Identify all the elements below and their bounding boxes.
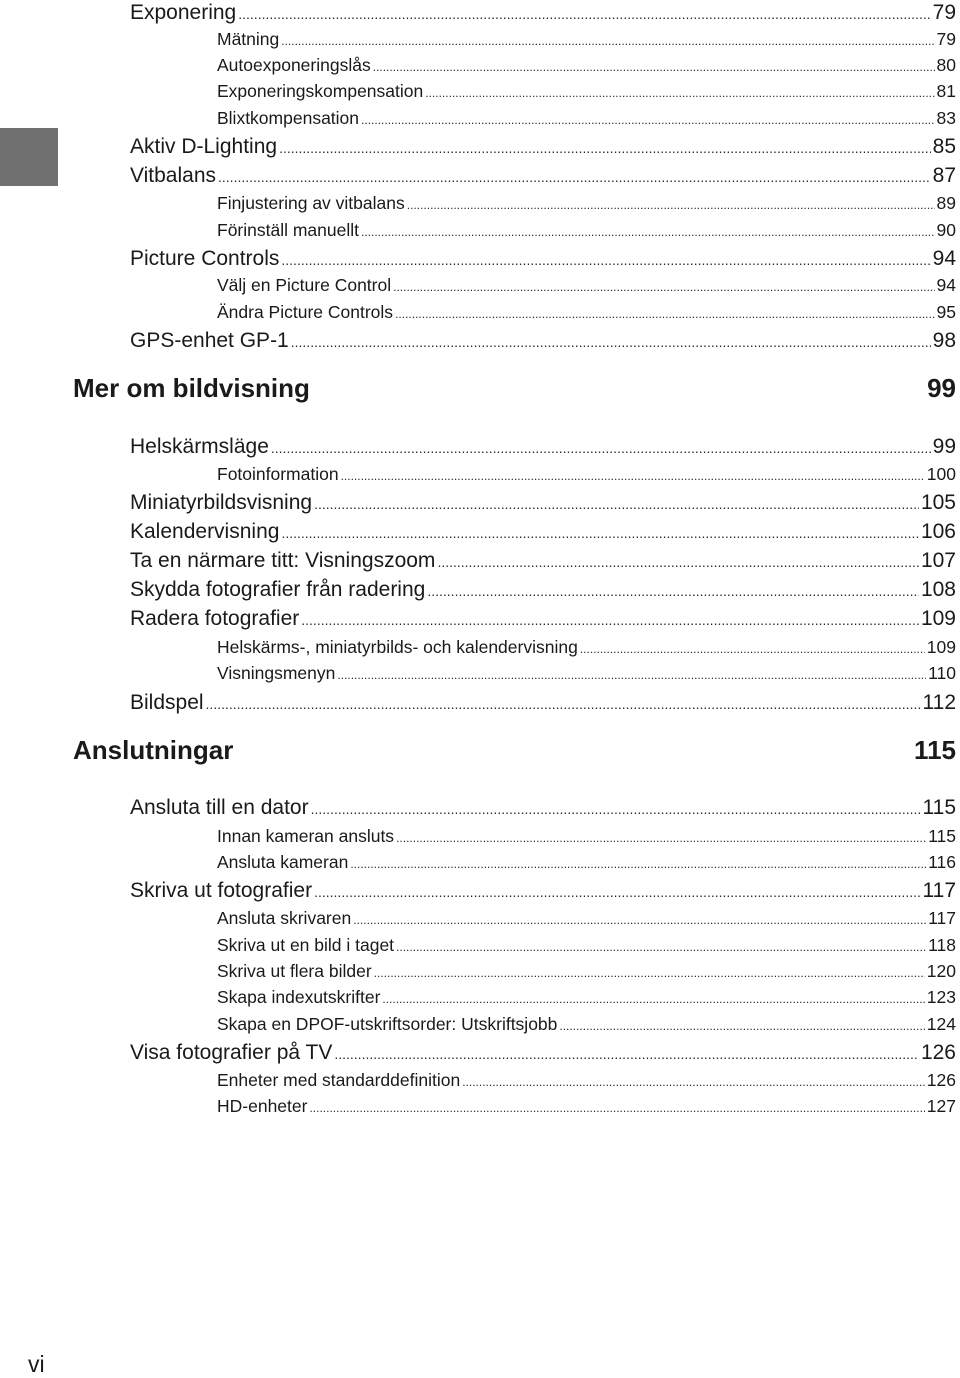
toc-entry[interactable] [130,134,956,161]
toc-entry-page: 126 [926,1070,956,1090]
toc-entry-title: Skriva ut flera bilder [217,961,372,981]
toc-entry-title: GPS-enhet GP-1 [130,329,289,352]
dot-leader [238,1,930,27]
toc-entry-page: 89 [936,193,956,213]
dot-leader [462,1071,925,1093]
toc-entry-title: Radera fotografier [130,607,300,630]
toc-entry-page: 124 [926,1014,956,1034]
toc-subentry[interactable] [217,219,956,243]
dot-leader [395,303,934,325]
toc-entry[interactable] [130,490,956,517]
toc-entry-title: HD-enheter [217,1096,308,1116]
toc-entry-page: 81 [936,81,956,101]
toc-entry-page: 110 [928,663,956,683]
dot-leader [353,909,926,931]
toc-entry-title: Ansluta till en dator [130,796,309,819]
dot-leader [341,465,925,487]
toc-entry-page: 118 [928,935,956,955]
toc-entry-page: 120 [926,961,956,981]
toc-entry[interactable] [130,548,956,575]
toc-entry-title: Finjustering av vitbalans [217,193,405,213]
dot-leader [407,194,935,216]
dot-leader [281,520,919,546]
toc-subentry[interactable] [217,301,956,325]
dot-leader [281,247,930,273]
dot-leader [580,638,925,660]
dot-leader [218,164,931,190]
toc-subentry[interactable] [217,107,956,131]
toc-subentry[interactable] [217,1069,956,1093]
toc-subentry[interactable] [217,986,956,1010]
dot-leader [382,988,924,1010]
toc-entry[interactable] [130,577,956,604]
toc-entry-page: 109 [926,637,956,657]
toc-entry-title: Enheter med standarddefinition [217,1070,461,1090]
dot-leader [393,276,934,298]
dot-leader [427,578,919,604]
toc-entry-page: 98 [932,329,956,352]
toc-entry-title: Autoexponeringslås [217,55,371,75]
dot-leader [350,853,926,875]
toc-subentry[interactable] [217,636,956,660]
dot-leader [309,1097,924,1119]
toc-entry-page: 95 [936,302,956,322]
toc-entry[interactable] [130,0,956,27]
toc-subentry[interactable] [217,54,956,78]
toc-entry-title: Förinställ manuellt [217,220,359,240]
toc-subentry[interactable] [217,1013,956,1037]
toc-entry-page: 105 [920,491,956,514]
toc-entry-page: 116 [928,852,956,872]
toc-entry-title: Picture Controls [130,247,280,270]
toc-entry-title: Skriva ut en bild i taget [217,935,395,955]
toc-entry-title: Skapa en DPOF-utskriftsorder: Utskriftsjobb [217,1014,558,1034]
dot-leader [437,549,919,575]
toc-entry-title: Mätning [217,29,280,49]
toc-subentry[interactable] [217,825,956,849]
dot-leader [337,664,926,686]
toc-entry[interactable] [130,795,956,822]
toc-entry-page: 87 [932,164,956,187]
toc-entry-page: 94 [932,247,956,270]
dot-leader [279,135,931,161]
toc-entry-page: 112 [922,691,956,714]
toc-entry[interactable] [130,246,956,273]
toc-entry[interactable] [130,690,956,717]
toc-entry-page: 99 [932,435,956,458]
dot-leader [314,491,919,517]
toc-entry[interactable] [130,163,956,190]
toc-entry-page: 109 [920,607,956,630]
toc-entry-page: 108 [920,578,956,601]
page-number: vi [28,1351,45,1377]
toc-entry[interactable] [130,519,956,546]
toc-entry[interactable] [130,328,956,355]
toc-subentry[interactable] [217,662,956,686]
toc-entry-title: Exponering [130,1,237,24]
toc-entry-title: Visa fotografier på TV [130,1041,333,1064]
toc-entry-title: Helskärmsläge [130,435,269,458]
toc-entry-page: 117 [928,908,956,928]
dot-leader [311,796,921,822]
toc-entry-title: Miniatyrbildsvisning [130,491,313,514]
chapter-tab-marker [0,128,58,186]
toc-entry-title: Skriva ut fotografier [130,879,313,902]
section-heading[interactable] [73,372,956,404]
dot-leader [374,962,925,984]
toc-subentry[interactable] [217,80,956,104]
toc-entry-page: 115 [928,826,956,846]
dot-leader [291,329,931,355]
toc-subentry[interactable] [217,851,956,875]
dot-leader [373,56,935,78]
toc-entry-page: 127 [926,1096,956,1116]
toc-entry-page: 123 [926,987,956,1007]
toc-entry-title: Aktiv D-Lighting [130,135,278,158]
toc-entry-title: Ändra Picture Controls [217,302,394,322]
toc-entry-page: 90 [936,220,956,240]
dot-leader [271,435,931,461]
toc-entry-title: Helskärms-, miniatyrbilds- och kalendervisning [217,637,578,657]
toc-entry-page: 85 [932,135,956,158]
toc-subentry[interactable] [217,192,956,216]
toc-subentry[interactable] [217,934,956,958]
section-heading[interactable] [73,734,956,766]
section-title: Anslutningar [73,735,234,765]
section-title: Mer om bildvisning [73,373,310,403]
toc-entry-title: Fotoinformation [217,464,339,484]
section-page: 115 [914,735,956,765]
toc-entry-title: Vitbalans [130,164,217,187]
toc-entry[interactable] [130,1040,956,1067]
toc-entry-page: 126 [920,1041,956,1064]
dot-leader [281,30,934,52]
dot-leader [396,827,926,849]
toc-subentry[interactable] [217,463,956,487]
dot-leader [301,607,919,633]
toc-subentry[interactable] [217,960,956,984]
toc-entry-title: Visningsmenyn [217,663,336,683]
toc-entry-page: 83 [936,108,956,128]
toc-entry-title: Ansluta skrivaren [217,908,352,928]
dot-leader [396,936,926,958]
dot-leader [361,221,935,243]
toc-entry[interactable] [130,606,956,633]
toc-entry-title: Bildspel [130,691,204,714]
toc-entry-page: 79 [932,1,956,24]
toc-subentry[interactable] [217,274,956,298]
toc-subentry[interactable] [217,28,956,52]
toc-subentry[interactable] [217,907,956,931]
toc-entry-page: 107 [920,549,956,572]
toc-entry-page: 100 [926,464,956,484]
toc-entry-title: Exponeringskompensation [217,81,424,101]
toc-entry-title: Blixtkompensation [217,108,360,128]
dot-leader [206,691,921,717]
toc-entry-page: 106 [920,520,956,543]
toc-entry-title: Ta en närmare titt: Visningszoom [130,549,436,572]
toc-entry-title: Kalendervisning [130,520,280,543]
toc-entry-title: Välj en Picture Control [217,275,392,295]
toc-entry-page: 115 [922,796,956,819]
toc-entry-page: 79 [936,29,956,49]
toc-entry-title: Skapa indexutskrifter [217,987,381,1007]
toc-entry-page: 94 [936,275,956,295]
toc-entry-page: 117 [922,879,956,902]
dot-leader [314,879,920,905]
toc-entry-title: Ansluta kameran [217,852,349,872]
toc-entry-page: 80 [936,55,956,75]
section-page: 99 [927,373,956,403]
toc-entry[interactable] [130,878,956,905]
toc-entry-title: Skydda fotografier från radering [130,578,426,601]
dot-leader [334,1041,919,1067]
dot-leader [559,1015,924,1037]
dot-leader [425,82,934,104]
dot-leader [361,109,935,131]
toc-subentry[interactable] [217,1095,956,1119]
toc-entry-title: Innan kameran ansluts [217,826,395,846]
toc-entry[interactable] [130,434,956,461]
